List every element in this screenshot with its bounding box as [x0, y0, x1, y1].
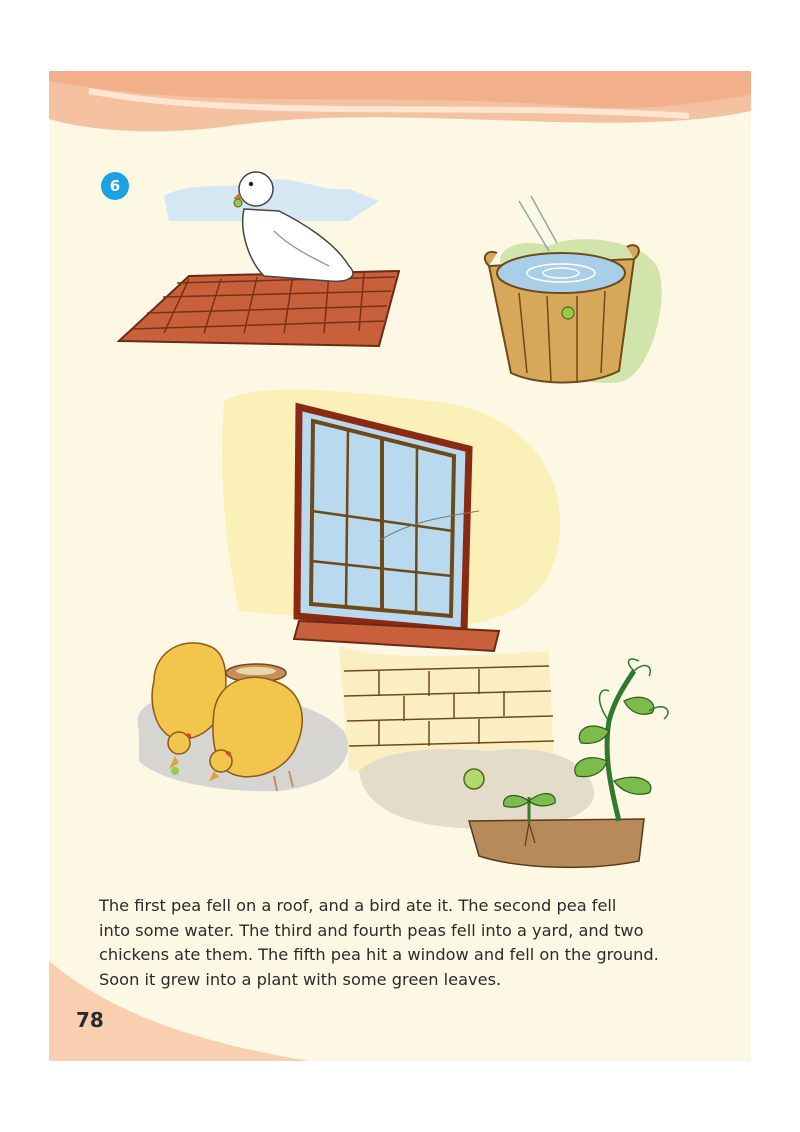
story-line: into some water. The third and fourth peas fell into a yard, and two — [99, 920, 644, 940]
story-text — [99, 894, 699, 992]
dove-on-roof-icon — [119, 172, 399, 346]
step-number-badge: 6 — [101, 172, 129, 200]
chickens-eating-icon — [137, 643, 347, 791]
story-illustration — [49, 71, 751, 871]
page-number: 78 — [76, 1008, 104, 1032]
story-line: chickens ate them. The fifth pea hit a window and fell on the ground. — [99, 945, 659, 964]
story-line: Soon it grew into a plant with some green leaves. — [99, 969, 502, 989]
textbook-page — [49, 71, 751, 1061]
story-line: The first pea fell on a roof, and a bird ate it. The second pea fell — [99, 896, 617, 915]
pea-in-bucket-icon — [485, 196, 662, 383]
